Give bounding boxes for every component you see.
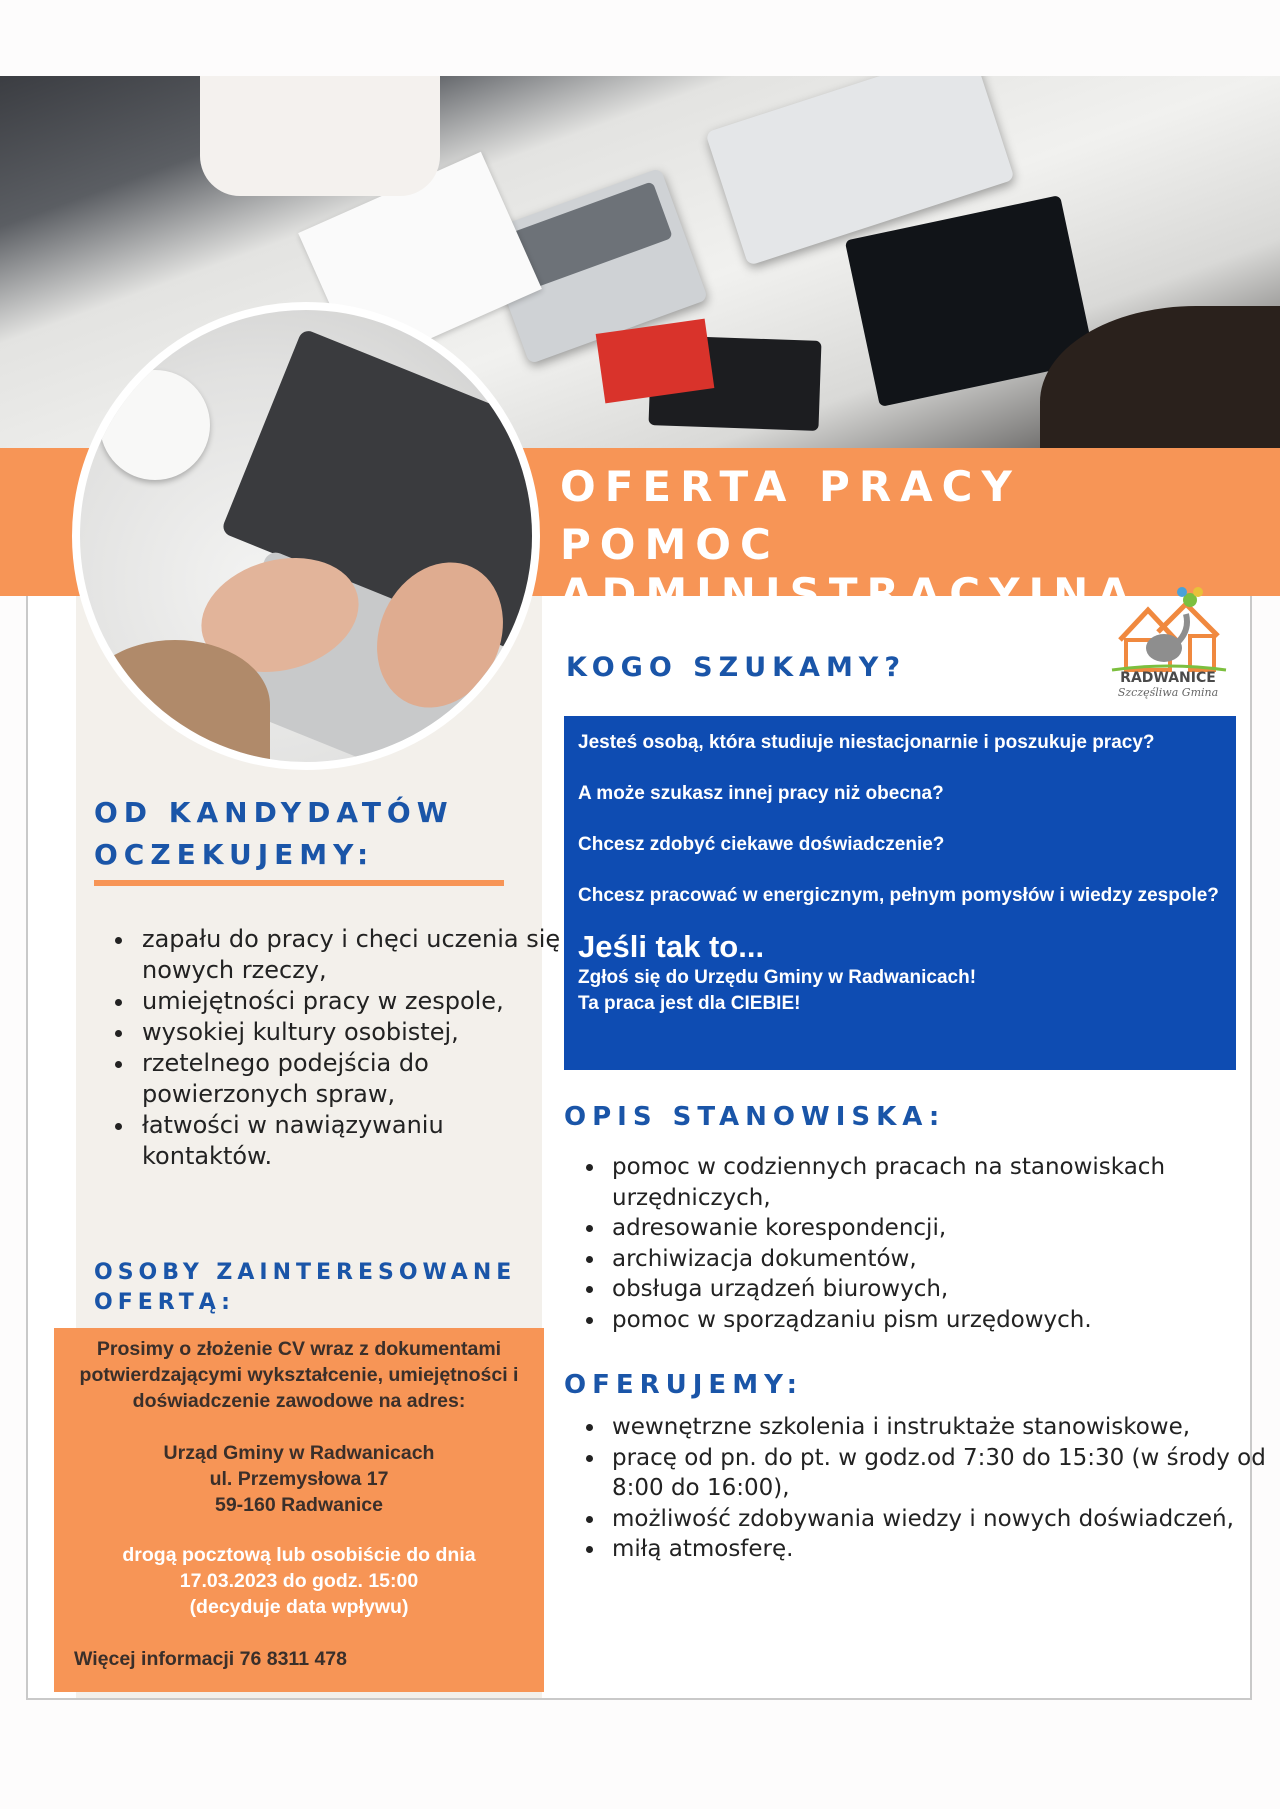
list-item: • archiwizacja dokumentów, [606, 1244, 1266, 1275]
who-question: Chcesz pracować w energicznym, pełnym pomysłów i wiedzy zespole? [578, 885, 1219, 906]
who-question: A może szukasz innej pracy niż obecna? [578, 783, 944, 804]
delivery-info [54, 1542, 544, 1620]
candidates-heading-line1: OD KANDYDATÓW [94, 796, 454, 829]
candidates-list [94, 924, 576, 1172]
list-item: • pracę od pn. do pt. w godz.od 7:30 do 15:30 (w środy od 8:00 do 16:00), [606, 1443, 1266, 1504]
delivery-line: drogą pocztową lub osobiście do dnia [122, 1544, 476, 1566]
address-line: ul. Przemysłowa 17 [209, 1468, 389, 1490]
who-question: Jesteś osobą, która studiuje niestacjonarnie i poszukuje pracy? [578, 732, 1155, 753]
who-info-box [564, 716, 1236, 1070]
address-line: Urząd Gminy w Radwanicach [163, 1442, 435, 1464]
list-item: • obsługa urządzeń biurowych, [606, 1274, 1266, 1305]
application-intro: Prosimy o złożenie CV wraz z dokumentami potwierdzającymi wykształcenie, umiejętności i doświadczenie zawodowe na adres: [79, 1338, 519, 1412]
list-item: • umiejętności pracy w zespole, [136, 986, 576, 1017]
sleeve-shape [80, 640, 270, 770]
list-item: • wysokiej kultury osobistej, [136, 1017, 576, 1048]
deadline-line: 17.03.2023 do godz. 15:00 [179, 1570, 419, 1592]
list-item: • łatwości w nawiązywaniu kontaktów. [136, 1110, 576, 1172]
list-item: • pomoc w codziennych pracach na stanowiskach urzędniczych, [606, 1152, 1266, 1213]
list-item: • możliwość zdobywania wiedzy i nowych doświadczeń, [606, 1504, 1266, 1535]
page-title-line1: OFERTA PRACY [560, 462, 1021, 511]
who-apply-line: Ta praca jest dla CIEBIE! [578, 993, 801, 1014]
address-line: 59-160 Radwanice [214, 1494, 383, 1516]
page-title-line2: POMOC ADMINISTRACYJNA [560, 520, 1139, 618]
person-sleeve-shape [200, 76, 440, 196]
circle-photo-laptop-hands [72, 302, 540, 770]
delivery-line: (decyduje data wpływu) [189, 1596, 409, 1618]
logo-tagline: Szczęśliwa Gmina [1117, 686, 1219, 699]
list-item: • zapału do pracy i chęci uczenia się nowych rzeczy, [136, 924, 576, 986]
office-address [54, 1440, 544, 1518]
list-item: • pomoc w sporządzaniu pism urzędowych. [606, 1305, 1266, 1336]
candidates-heading-line2: OCZEKUJEMY: [94, 838, 375, 871]
list-item: • wewnętrzne szkolenia i instruktaże stanowiskowe, [606, 1412, 1266, 1443]
who-apply-line: Zgłoś się do Urzędu Gminy w Radwanicach! [578, 967, 977, 988]
heading-underline [94, 880, 504, 886]
description-heading: OPIS STANOWISKA: [564, 1102, 946, 1132]
who-callout: Jeśli tak to... [578, 929, 765, 964]
application-info-box [54, 1328, 544, 1692]
description-list [564, 1152, 1266, 1335]
logo-name: RADWANICE [1120, 670, 1216, 686]
list-item: • rzetelnego podejścia do powierzonych spraw, [136, 1048, 576, 1110]
who-heading: KOGO SZUKAMY? [566, 652, 907, 683]
interested-heading-line2: OFERTĄ: [94, 1290, 235, 1315]
list-item: • adresowanie korespondencji, [606, 1213, 1266, 1244]
offer-heading: OFERUJEMY: [564, 1370, 804, 1400]
who-question: Chcesz zdobyć ciekawe doświadczenie? [578, 834, 945, 855]
list-item: • miłą atmosferę. [606, 1534, 1266, 1565]
offer-list [564, 1412, 1266, 1565]
interested-heading-line1: OSOBY ZAINTERESOWANE [94, 1260, 517, 1285]
coffee-cup-shape [100, 370, 210, 480]
more-info-phone: Więcej informacji 76 8311 478 [74, 1648, 347, 1670]
